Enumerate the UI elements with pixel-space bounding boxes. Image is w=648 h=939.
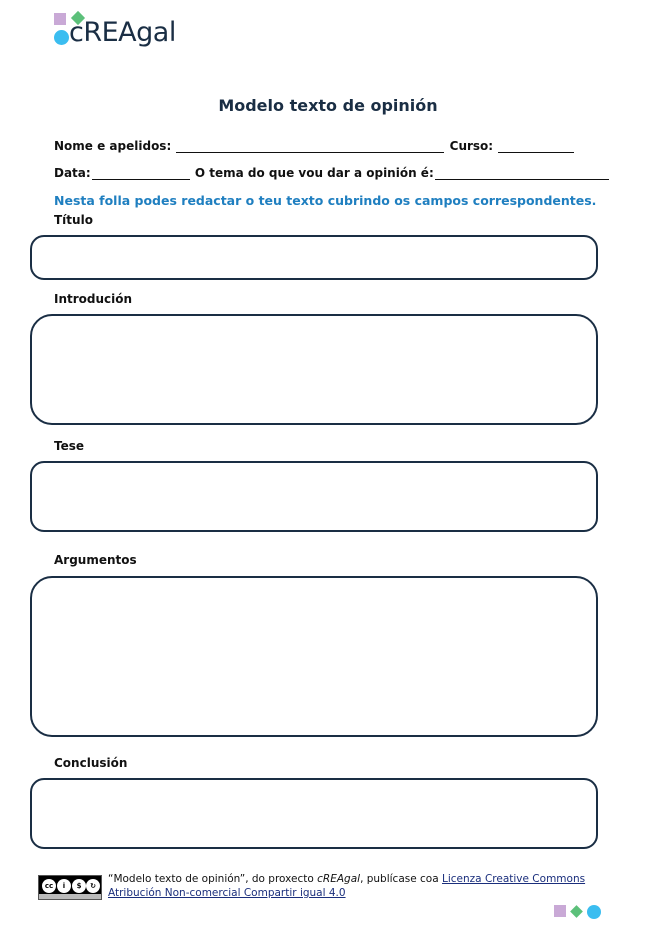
purple-square-icon bbox=[554, 905, 566, 917]
course-field[interactable] bbox=[498, 140, 574, 153]
green-diamond-icon bbox=[570, 905, 583, 918]
date-field[interactable] bbox=[92, 167, 190, 180]
license-footer bbox=[108, 872, 588, 900]
introducion-label: Introdución bbox=[54, 292, 133, 306]
topic-field[interactable] bbox=[435, 167, 609, 180]
introducion-box[interactable] bbox=[30, 314, 598, 425]
conclusion-label: Conclusión bbox=[54, 756, 128, 770]
tese-label: Tese bbox=[54, 439, 85, 453]
conclusion-box[interactable] bbox=[30, 778, 598, 849]
purple-square-icon bbox=[54, 13, 66, 25]
instruction-text: Nesta folla podes redactar o teu texto cubrindo os campos correspondentes. bbox=[54, 193, 597, 208]
argumentos-box[interactable] bbox=[30, 576, 598, 737]
logo-text: cREAgal bbox=[69, 17, 176, 48]
course-label: Curso: bbox=[449, 139, 494, 153]
sa-icon: ↻ bbox=[86, 879, 100, 893]
name-course-line bbox=[54, 139, 575, 153]
creagal-logo bbox=[54, 11, 194, 55]
creative-commons-badge bbox=[38, 875, 102, 900]
nc-icon: $ bbox=[72, 879, 86, 893]
by-icon: i bbox=[57, 879, 71, 893]
footer-text-1: “Modelo texto de opinión”, do proxecto bbox=[108, 873, 318, 885]
cc-badge-bar bbox=[39, 894, 101, 899]
titulo-box[interactable] bbox=[30, 235, 598, 280]
date-label: Data: bbox=[54, 166, 91, 180]
blue-circle-icon bbox=[54, 30, 69, 45]
argumentos-label: Argumentos bbox=[54, 553, 137, 567]
footer-text-2: , publícase coa bbox=[360, 873, 443, 885]
blue-circle-icon bbox=[587, 905, 601, 919]
date-topic-line bbox=[54, 166, 610, 180]
name-label: Nome e apelidos: bbox=[54, 139, 172, 153]
footer-project: cREAgal bbox=[317, 873, 361, 885]
titulo-label: Título bbox=[54, 213, 93, 227]
name-field[interactable] bbox=[176, 140, 444, 153]
topic-label: O tema do que vou dar a opinión é: bbox=[194, 166, 434, 180]
tese-box[interactable] bbox=[30, 461, 598, 532]
cc-icon: cc bbox=[42, 879, 56, 893]
license-link[interactable]: Licenza Creative Commons Atribución Non-comercial Compartir igual 4.0 bbox=[108, 873, 586, 899]
document-title: Modelo texto de opinión bbox=[218, 96, 438, 115]
